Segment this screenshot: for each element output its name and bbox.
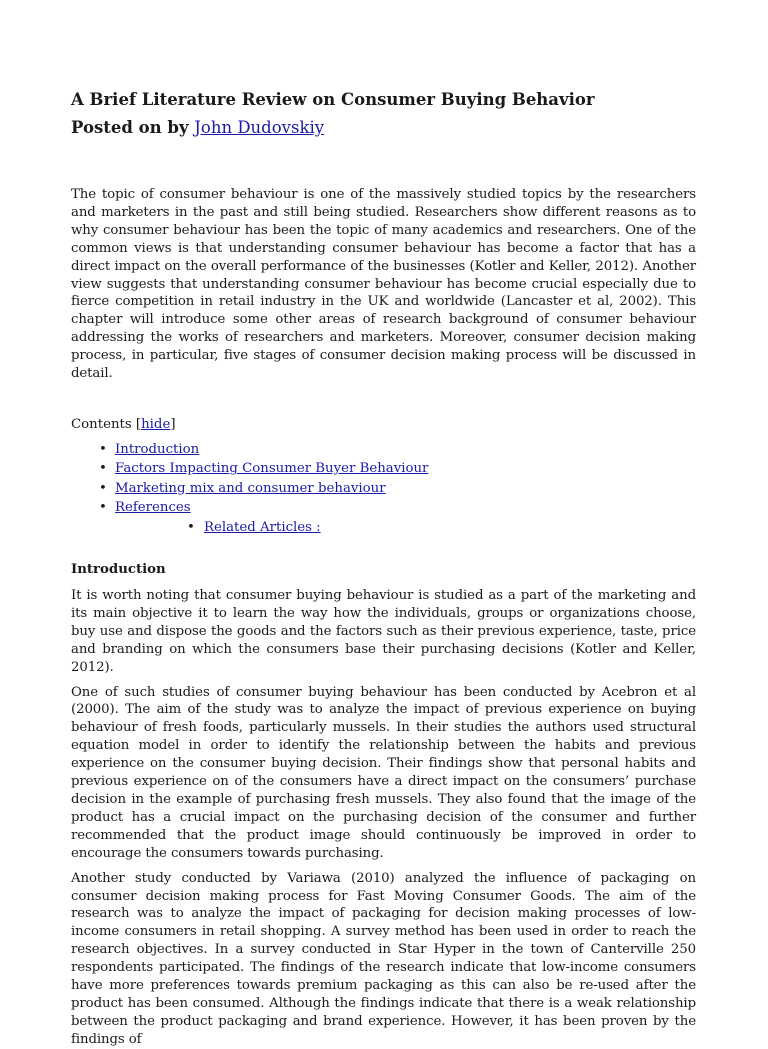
bullet-icon: •: [187, 519, 195, 535]
posted-by-line: [71, 116, 696, 140]
toc-list: [71, 440, 696, 537]
bullet-icon: •: [99, 441, 107, 457]
bullet-icon: •: [99, 500, 107, 516]
toc-item: [71, 459, 696, 478]
toc-item: [71, 440, 696, 459]
bullet-icon: •: [99, 461, 107, 477]
article-title: A Brief Literature Review on Consumer Buying Behavior: [71, 90, 595, 109]
toc-item: [71, 479, 696, 498]
contents-header: [71, 416, 696, 434]
toc-link-references[interactable]: References: [115, 500, 191, 516]
toc-link-marketing-mix[interactable]: Marketing mix and consumer behaviour: [115, 480, 386, 496]
body-paragraph: One of such studies of consumer buying behaviour has been conducted by Acebron et al (2000). The aim of the study was to analyze the impact of previous experience on buying behaviour of fresh foods, particularly mussels. In their studies the authors used structural equation model in order to identify the relationship between the habits and previous experience on the consumer buying decision. Their findings show that personal habits and previous experience on of the consumers have a direct impact on the consumers’ purchase decision in the example of purchasing fresh mussels. They also found that the image of the product has a crucial impact on the purchasing decision of the consumer and further recommended that the product image should continuously be improved in order to encourage the consumers towards purchasing.: [71, 684, 696, 861]
article: [71, 88, 696, 1049]
hide-toc-link[interactable]: hide: [141, 416, 171, 432]
contents-label: Contents [: [71, 416, 142, 432]
toc-link-introduction[interactable]: Introduction: [115, 441, 200, 457]
body-paragraph: Another study conducted by Variawa (2010) analyzed the influence of packaging on consumer decision making process for Fast Moving Consumer Goods. The aim of the research was to analyze the impact of packaging for decision making processes of low-income consumers in retail shopping. A survey method has been used in order to reach the research objectives. In a survey conducted in Star Hyper in the town of Canterville 250 respondents participated. The findings of the research indicate that low-income consumers have more preferences towards premium packaging as this can also be re-used after the product has been consumed. Although the findings indicate that there is a weak relationship between the product packaging and brand experience. However, it has been proven by the findings of: [71, 870, 696, 1047]
toc-link-factors[interactable]: Factors Impacting Consumer Buyer Behaviour: [115, 461, 429, 477]
body-paragraph: It is worth noting that consumer buying behaviour is studied as a part of the marketing and its main objective it to learn the way how the individuals, groups or organizations choose, buy use and dispose the goods and the factors such as their previous experience, taste, price and branding on which the consumers base their purchasing decisions (Kotler and Keller, 2012).: [71, 588, 696, 675]
section-heading-introduction: Introduction: [71, 562, 166, 577]
author-link[interactable]: John Dudovskiy: [194, 118, 325, 137]
intro-paragraph: The topic of consumer behaviour is one of the massively studied topics by the researchers and marketers in the past and still being studied. Researchers show different reasons as to why consumer behaviour has been the topic of many academics and researchers. One of the common views is that understanding consumer behaviour has become a factor that has a direct impact on the overall performance of the businesses (Kotler and Keller, 2012). Another view suggests that understanding consumer behaviour has become crucial especially due to fierce competition in retail industry in the UK and worldwide (Lancaster et al, 2002). This chapter will introduce some other areas of research background of consumer behaviour addressing the works of researchers and marketers. Moreover, consumer decision making process, in particular, five stages of consumer decision making process will be discussed in detail.: [71, 187, 696, 382]
bullet-icon: •: [99, 480, 107, 496]
toc-item: [71, 498, 696, 517]
contents-close-bracket: ]: [170, 416, 176, 432]
table-of-contents: [71, 416, 696, 537]
toc-link-related-articles[interactable]: Related Articles :: [204, 519, 321, 535]
toc-sub-item: [71, 518, 696, 537]
posted-prefix: Posted on by: [71, 118, 195, 137]
